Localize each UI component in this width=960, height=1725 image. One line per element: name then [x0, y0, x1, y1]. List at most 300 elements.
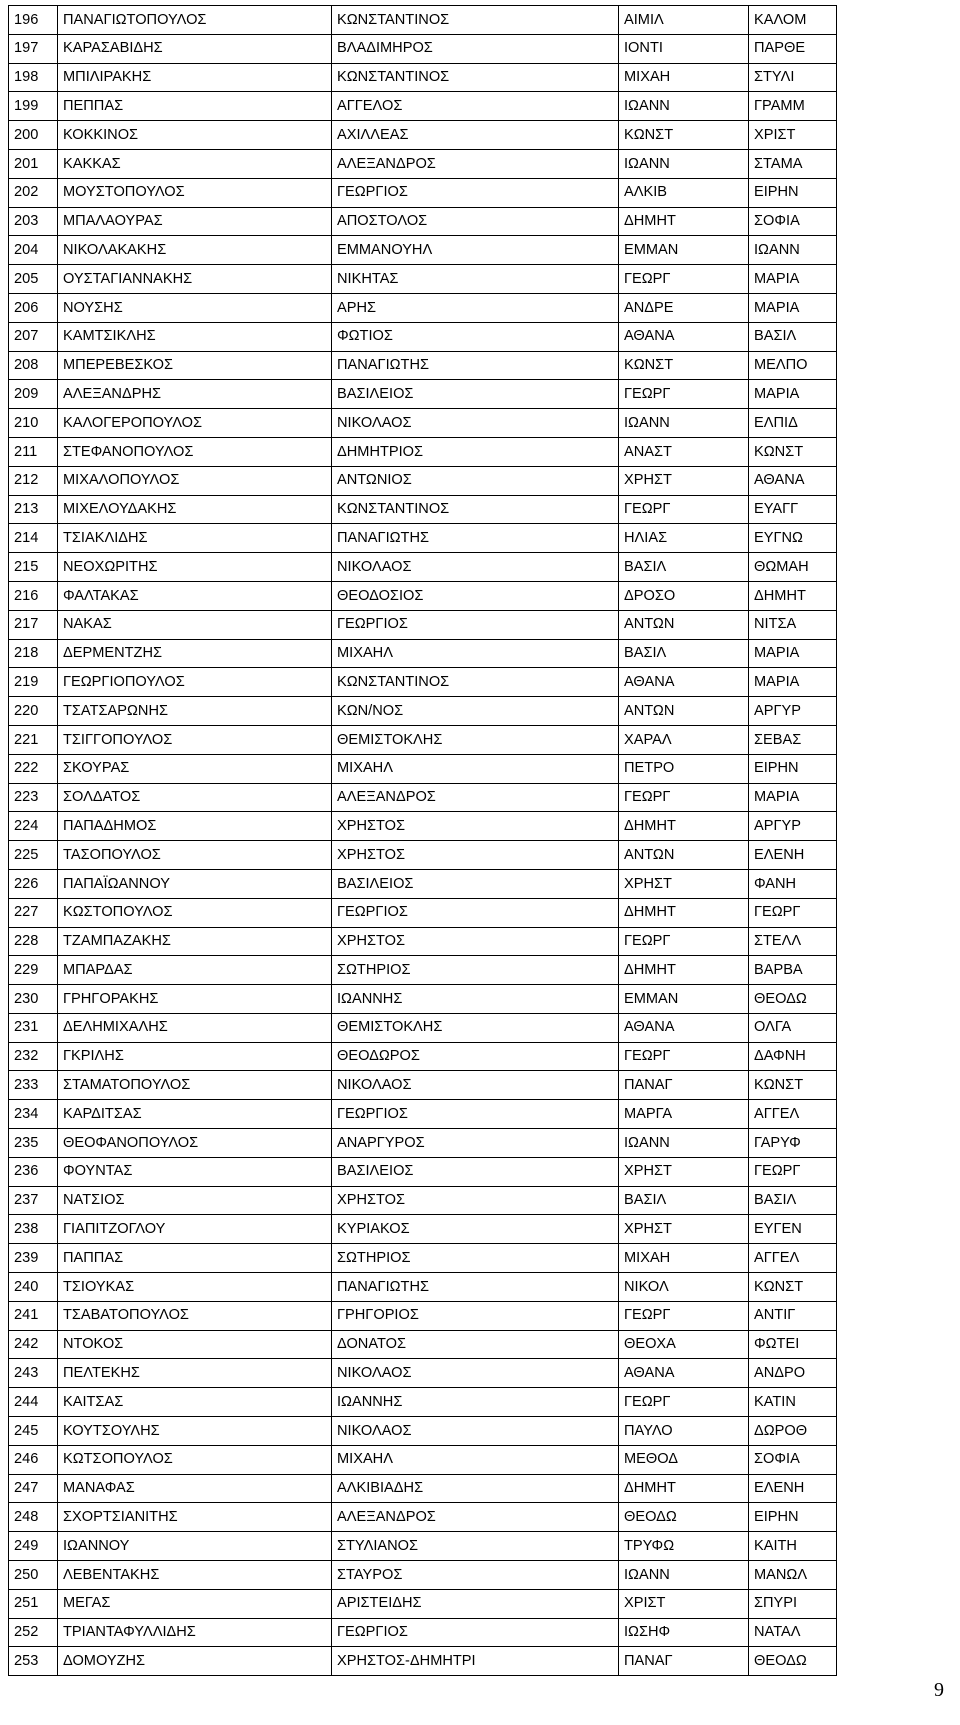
table-row [9, 524, 837, 553]
surname-cell: ΚΑΚΚΑΣ [58, 149, 332, 178]
surname-cell: ΣΚΟΥΡΑΣ [58, 754, 332, 783]
first-name-cell: ΑΡΙΣΤΕΙΔΗΣ [332, 1589, 619, 1618]
table-row [9, 1647, 837, 1676]
father-name-cell: ΒΑΣΙΛ [619, 1186, 749, 1215]
row-number-cell: 244 [9, 1388, 58, 1417]
table-row [9, 812, 837, 841]
surname-cell: ΓΕΩΡΓΙΟΠΟΥΛΟΣ [58, 668, 332, 697]
surname-cell: ΙΩΑΝΝΟΥ [58, 1532, 332, 1561]
mother-name-cell: ΝΑΤΑΛ [749, 1618, 837, 1647]
father-name-cell: ΑΝΑΣΤ [619, 437, 749, 466]
first-name-cell: ΘΕΟΔΩΡΟΣ [332, 1042, 619, 1071]
table-row [9, 754, 837, 783]
first-name-cell: ΝΙΚΟΛΑΟΣ [332, 1359, 619, 1388]
table-row [9, 898, 837, 927]
table-row [9, 581, 837, 610]
table-row [9, 466, 837, 495]
table-row [9, 1071, 837, 1100]
first-name-cell: ΒΑΣΙΛΕΙΟΣ [332, 1157, 619, 1186]
mother-name-cell: ΓΡΑΜΜ [749, 92, 837, 121]
table-row [9, 553, 837, 582]
row-number-cell: 201 [9, 149, 58, 178]
surname-cell: ΛΕΒΕΝΤΑΚΗΣ [58, 1561, 332, 1590]
row-number-cell: 234 [9, 1100, 58, 1129]
first-name-cell: ΚΩΝΣΤΑΝΤΙΝΟΣ [332, 63, 619, 92]
row-number-cell: 239 [9, 1244, 58, 1273]
table-row [9, 322, 837, 351]
mother-name-cell: ΜΑΡΙΑ [749, 668, 837, 697]
row-number-cell: 224 [9, 812, 58, 841]
surname-cell: ΔΟΜΟΥΖΗΣ [58, 1647, 332, 1676]
surname-cell: ΠΕΠΠΑΣ [58, 92, 332, 121]
first-name-cell: ΓΕΩΡΓΙΟΣ [332, 898, 619, 927]
mother-name-cell: ΕΙΡΗΝ [749, 178, 837, 207]
father-name-cell: ΕΜΜΑΝ [619, 985, 749, 1014]
page-number: 9 [934, 1679, 944, 1701]
table-row [9, 1244, 837, 1273]
first-name-cell: ΣΩΤΗΡΙΟΣ [332, 1244, 619, 1273]
father-name-cell: ΔΡΟΣΟ [619, 581, 749, 610]
surname-cell: ΝΕΟΧΩΡΙΤΗΣ [58, 553, 332, 582]
surname-cell: ΚΟΚΚΙΝΟΣ [58, 121, 332, 150]
table-row [9, 927, 837, 956]
table-row [9, 409, 837, 438]
row-number-cell: 236 [9, 1157, 58, 1186]
father-name-cell: ΓΕΩΡΓ [619, 1042, 749, 1071]
table-row [9, 1157, 837, 1186]
father-name-cell: ΓΕΩΡΓ [619, 927, 749, 956]
table-row [9, 841, 837, 870]
surname-cell: ΜΠΑΛΑΟΥΡΑΣ [58, 207, 332, 236]
surname-cell: ΦΟΥΝΤΑΣ [58, 1157, 332, 1186]
row-number-cell: 213 [9, 495, 58, 524]
father-name-cell: ΠΕΤΡΟ [619, 754, 749, 783]
row-number-cell: 209 [9, 380, 58, 409]
table-row [9, 178, 837, 207]
mother-name-cell: ΕΛΕΝΗ [749, 1474, 837, 1503]
mother-name-cell: ΣΠΥΡΙ [749, 1589, 837, 1618]
table-row [9, 149, 837, 178]
table-row [9, 1561, 837, 1590]
first-name-cell: ΜΙΧΑΗΛ [332, 754, 619, 783]
father-name-cell: ΚΩΝΣΤ [619, 351, 749, 380]
row-number-cell: 211 [9, 437, 58, 466]
mother-name-cell: ΠΑΡΘΕ [749, 34, 837, 63]
father-name-cell: ΝΙΚΟΛ [619, 1273, 749, 1302]
table-row [9, 1301, 837, 1330]
first-name-cell: ΓΡΗΓΟΡΙΟΣ [332, 1301, 619, 1330]
father-name-cell: ΚΩΝΣΤ [619, 121, 749, 150]
mother-name-cell: ΒΑΣΙΛ [749, 322, 837, 351]
mother-name-cell: ΕΛΕΝΗ [749, 841, 837, 870]
father-name-cell: ΧΡΗΣΤ [619, 1157, 749, 1186]
mother-name-cell: ΘΕΟΔΩ [749, 1647, 837, 1676]
mother-name-cell: ΚΑΤΙΝ [749, 1388, 837, 1417]
table-row [9, 697, 837, 726]
mother-name-cell: ΧΡΙΣΤ [749, 121, 837, 150]
mother-name-cell: ΣΟΦΙΑ [749, 207, 837, 236]
father-name-cell: ΓΕΩΡΓ [619, 1301, 749, 1330]
row-number-cell: 246 [9, 1445, 58, 1474]
mother-name-cell: ΣΤΥΛΙ [749, 63, 837, 92]
surname-cell: ΦΑΛΤΑΚΑΣ [58, 581, 332, 610]
father-name-cell: ΙΩΑΝΝ [619, 1561, 749, 1590]
table-row [9, 985, 837, 1014]
father-name-cell: ΘΕΟΧΑ [619, 1330, 749, 1359]
table-row [9, 1273, 837, 1302]
first-name-cell: ΣΤΥΛΙΑΝΟΣ [332, 1532, 619, 1561]
row-number-cell: 241 [9, 1301, 58, 1330]
mother-name-cell: ΚΩΝΣΤ [749, 437, 837, 466]
first-name-cell: ΚΩΝΣΤΑΝΤΙΝΟΣ [332, 6, 619, 35]
father-name-cell: ΘΕΟΔΩ [619, 1503, 749, 1532]
row-number-cell: 227 [9, 898, 58, 927]
father-name-cell: ΕΜΜΑΝ [619, 236, 749, 265]
row-number-cell: 214 [9, 524, 58, 553]
row-number-cell: 222 [9, 754, 58, 783]
table-row [9, 725, 837, 754]
surname-cell: ΜΠΕΡΕΒΕΣΚΟΣ [58, 351, 332, 380]
first-name-cell: ΙΩΑΝΝΗΣ [332, 1388, 619, 1417]
table-row [9, 1129, 837, 1158]
first-name-cell: ΝΙΚΗΤΑΣ [332, 265, 619, 294]
father-name-cell: ΒΑΣΙΛ [619, 553, 749, 582]
row-number-cell: 230 [9, 985, 58, 1014]
father-name-cell: ΧΡΙΣΤ [619, 1589, 749, 1618]
mother-name-cell: ΑΘΑΝΑ [749, 466, 837, 495]
row-number-cell: 228 [9, 927, 58, 956]
table-row [9, 1388, 837, 1417]
first-name-cell: ΜΙΧΑΗΛ [332, 1445, 619, 1474]
row-number-cell: 207 [9, 322, 58, 351]
row-number-cell: 235 [9, 1129, 58, 1158]
first-name-cell: ΓΕΩΡΓΙΟΣ [332, 178, 619, 207]
table-row [9, 207, 837, 236]
row-number-cell: 249 [9, 1532, 58, 1561]
row-number-cell: 218 [9, 639, 58, 668]
father-name-cell: ΤΡΥΦΩ [619, 1532, 749, 1561]
first-name-cell: ΣΤΑΥΡΟΣ [332, 1561, 619, 1590]
table-row [9, 293, 837, 322]
table-row [9, 1215, 837, 1244]
table-row [9, 380, 837, 409]
row-number-cell: 202 [9, 178, 58, 207]
mother-name-cell: ΓΕΩΡΓ [749, 898, 837, 927]
first-name-cell: ΓΕΩΡΓΙΟΣ [332, 1618, 619, 1647]
table-row [9, 34, 837, 63]
surname-cell: ΓΙΑΠΙΤΖΟΓΛΟΥ [58, 1215, 332, 1244]
surname-cell: ΚΟΥΤΣΟΥΛΗΣ [58, 1417, 332, 1446]
surname-cell: ΤΡΙΑΝΤΑΦΥΛΛΙΔΗΣ [58, 1618, 332, 1647]
mother-name-cell: ΕΥΑΓΓ [749, 495, 837, 524]
surname-cell: ΓΡΗΓΟΡΑΚΗΣ [58, 985, 332, 1014]
father-name-cell: ΑΙΜΙΛ [619, 6, 749, 35]
surname-cell: ΜΕΓΑΣ [58, 1589, 332, 1618]
row-number-cell: 248 [9, 1503, 58, 1532]
row-number-cell: 238 [9, 1215, 58, 1244]
first-name-cell: ΔΟΝΑΤΟΣ [332, 1330, 619, 1359]
row-number-cell: 251 [9, 1589, 58, 1618]
row-number-cell: 212 [9, 466, 58, 495]
mother-name-cell: ΒΑΣΙΛ [749, 1186, 837, 1215]
table-row [9, 495, 837, 524]
mother-name-cell: ΕΙΡΗΝ [749, 1503, 837, 1532]
father-name-cell: ΠΑΝΑΓ [619, 1071, 749, 1100]
first-name-cell: ΠΑΝΑΓΙΩΤΗΣ [332, 1273, 619, 1302]
surname-cell: ΣΟΛΔΑΤΟΣ [58, 783, 332, 812]
row-number-cell: 226 [9, 869, 58, 898]
surname-cell: ΤΑΣΟΠΟΥΛΟΣ [58, 841, 332, 870]
mother-name-cell: ΜΑΡΙΑ [749, 265, 837, 294]
table-row [9, 956, 837, 985]
surname-cell: ΚΑΜΤΣΙΚΛΗΣ [58, 322, 332, 351]
surname-cell: ΠΕΛΤΕΚΗΣ [58, 1359, 332, 1388]
mother-name-cell: ΑΓΓΕΛ [749, 1244, 837, 1273]
mother-name-cell: ΚΩΝΣΤ [749, 1273, 837, 1302]
first-name-cell: ΑΝΤΩΝΙΟΣ [332, 466, 619, 495]
first-name-cell: ΘΕΜΙΣΤΟΚΛΗΣ [332, 725, 619, 754]
row-number-cell: 252 [9, 1618, 58, 1647]
first-name-cell: ΑΝΑΡΓΥΡΟΣ [332, 1129, 619, 1158]
father-name-cell: ΓΕΩΡΓ [619, 265, 749, 294]
surname-cell: ΤΣΙΑΚΛΙΔΗΣ [58, 524, 332, 553]
first-name-cell: ΑΡΗΣ [332, 293, 619, 322]
first-name-cell: ΒΑΣΙΛΕΙΟΣ [332, 380, 619, 409]
surname-cell: ΠΑΠΑΔΗΜΟΣ [58, 812, 332, 841]
table-row [9, 1618, 837, 1647]
row-number-cell: 225 [9, 841, 58, 870]
mother-name-cell: ΜΕΛΠΟ [749, 351, 837, 380]
row-number-cell: 245 [9, 1417, 58, 1446]
father-name-cell: ΙΩΑΝΝ [619, 409, 749, 438]
surname-cell: ΓΚΡΙΛΗΣ [58, 1042, 332, 1071]
table-row [9, 1445, 837, 1474]
row-number-cell: 237 [9, 1186, 58, 1215]
surname-cell: ΠΑΠΠΑΣ [58, 1244, 332, 1273]
mother-name-cell: ΣΤΑΜΑ [749, 149, 837, 178]
first-name-cell: ΧΡΗΣΤΟΣ [332, 841, 619, 870]
table-row [9, 265, 837, 294]
mother-name-cell: ΝΙΤΣΑ [749, 610, 837, 639]
surname-cell: ΚΩΣΤΟΠΟΥΛΟΣ [58, 898, 332, 927]
table-row [9, 351, 837, 380]
father-name-cell: ΧΡΗΣΤ [619, 869, 749, 898]
first-name-cell: ΚΩΝΣΤΑΝΤΙΝΟΣ [332, 495, 619, 524]
row-number-cell: 204 [9, 236, 58, 265]
row-number-cell: 206 [9, 293, 58, 322]
father-name-cell: ΔΗΜΗΤ [619, 898, 749, 927]
first-name-cell: ΝΙΚΟΛΑΟΣ [332, 1417, 619, 1446]
father-name-cell: ΜΙΧΑΗ [619, 1244, 749, 1273]
table-row [9, 437, 837, 466]
mother-name-cell: ΑΝΔΡΟ [749, 1359, 837, 1388]
father-name-cell: ΙΩΑΝΝ [619, 149, 749, 178]
surname-cell: ΜΟΥΣΤΟΠΟΥΛΟΣ [58, 178, 332, 207]
father-name-cell: ΧΡΗΣΤ [619, 1215, 749, 1244]
names-table [8, 5, 837, 1676]
father-name-cell: ΜΑΡΓΑ [619, 1100, 749, 1129]
first-name-cell: ΑΛΕΞΑΝΔΡΟΣ [332, 1503, 619, 1532]
first-name-cell: ΣΩΤΗΡΙΟΣ [332, 956, 619, 985]
father-name-cell: ΑΘΑΝΑ [619, 322, 749, 351]
first-name-cell: ΙΩΑΝΝΗΣ [332, 985, 619, 1014]
first-name-cell: ΑΠΟΣΤΟΛΟΣ [332, 207, 619, 236]
father-name-cell: ΠΑΝΑΓ [619, 1647, 749, 1676]
first-name-cell: ΓΕΩΡΓΙΟΣ [332, 1100, 619, 1129]
first-name-cell: ΧΡΗΣΤΟΣ [332, 927, 619, 956]
row-number-cell: 243 [9, 1359, 58, 1388]
father-name-cell: ΙΩΑΝΝ [619, 1129, 749, 1158]
row-number-cell: 220 [9, 697, 58, 726]
father-name-cell: ΑΘΑΝΑ [619, 1359, 749, 1388]
surname-cell: ΜΠΑΡΔΑΣ [58, 956, 332, 985]
table-row [9, 1013, 837, 1042]
mother-name-cell: ΔΑΦΝΗ [749, 1042, 837, 1071]
first-name-cell: ΔΗΜΗΤΡΙΟΣ [332, 437, 619, 466]
father-name-cell: ΙΟΝΤΙ [619, 34, 749, 63]
father-name-cell: ΔΗΜΗΤ [619, 956, 749, 985]
first-name-cell: ΑΛΕΞΑΝΔΡΟΣ [332, 149, 619, 178]
surname-cell: ΜΠΙΛΙΡΑΚΗΣ [58, 63, 332, 92]
table-row [9, 1042, 837, 1071]
row-number-cell: 231 [9, 1013, 58, 1042]
mother-name-cell: ΟΛΓΑ [749, 1013, 837, 1042]
surname-cell: ΔΕΡΜΕΝΤΖΗΣ [58, 639, 332, 668]
mother-name-cell: ΒΑΡΒΑ [749, 956, 837, 985]
mother-name-cell: ΘΕΟΔΩ [749, 985, 837, 1014]
table-row [9, 869, 837, 898]
father-name-cell: ΧΡΗΣΤ [619, 466, 749, 495]
father-name-cell: ΠΑΥΛΟ [619, 1417, 749, 1446]
father-name-cell: ΑΘΑΝΑ [619, 1013, 749, 1042]
first-name-cell: ΑΛΕΞΑΝΔΡΟΣ [332, 783, 619, 812]
surname-cell: ΚΑΡΔΙΤΣΑΣ [58, 1100, 332, 1129]
table-row [9, 1359, 837, 1388]
father-name-cell: ΑΝΤΩΝ [619, 697, 749, 726]
father-name-cell: ΙΩΣΗΦ [619, 1618, 749, 1647]
table-row [9, 1532, 837, 1561]
row-number-cell: 240 [9, 1273, 58, 1302]
table-row [9, 1330, 837, 1359]
row-number-cell: 223 [9, 783, 58, 812]
row-number-cell: 232 [9, 1042, 58, 1071]
father-name-cell: ΜΕΘΟΔ [619, 1445, 749, 1474]
mother-name-cell: ΜΑΝΩΛ [749, 1561, 837, 1590]
names-table-body [9, 6, 837, 1676]
table-row [9, 610, 837, 639]
row-number-cell: 208 [9, 351, 58, 380]
first-name-cell: ΝΙΚΟΛΑΟΣ [332, 553, 619, 582]
first-name-cell: ΑΓΓΕΛΟΣ [332, 92, 619, 121]
father-name-cell: ΑΝΤΩΝ [619, 610, 749, 639]
row-number-cell: 199 [9, 92, 58, 121]
first-name-cell: ΧΡΗΣΤΟΣ [332, 1186, 619, 1215]
table-row [9, 1474, 837, 1503]
table-row [9, 1417, 837, 1446]
row-number-cell: 250 [9, 1561, 58, 1590]
first-name-cell: ΦΩΤΙΟΣ [332, 322, 619, 351]
surname-cell: ΠΑΠΑΪΩΑΝΝΟΥ [58, 869, 332, 898]
father-name-cell: ΓΕΩΡΓ [619, 783, 749, 812]
first-name-cell: ΚΩΝ/ΝΟΣ [332, 697, 619, 726]
first-name-cell: ΝΙΚΟΛΑΟΣ [332, 409, 619, 438]
mother-name-cell: ΓΕΩΡΓ [749, 1157, 837, 1186]
first-name-cell: ΠΑΝΑΓΙΩΤΗΣ [332, 524, 619, 553]
row-number-cell: 196 [9, 6, 58, 35]
table-row [9, 121, 837, 150]
surname-cell: ΔΕΛΗΜΙΧΑΛΗΣ [58, 1013, 332, 1042]
father-name-cell: ΑΘΑΝΑ [619, 668, 749, 697]
surname-cell: ΝΤΟΚΟΣ [58, 1330, 332, 1359]
row-number-cell: 247 [9, 1474, 58, 1503]
father-name-cell: ΧΑΡΑΛ [619, 725, 749, 754]
row-number-cell: 216 [9, 581, 58, 610]
surname-cell: ΚΑΛΟΓΕΡΟΠΟΥΛΟΣ [58, 409, 332, 438]
mother-name-cell: ΦΩΤΕΙ [749, 1330, 837, 1359]
father-name-cell: ΔΗΜΗΤ [619, 812, 749, 841]
mother-name-cell: ΑΡΓΥΡ [749, 812, 837, 841]
surname-cell: ΟΥΣΤΑΓΙΑΝΝΑΚΗΣ [58, 265, 332, 294]
surname-cell: ΝΙΚΟΛΑΚΑΚΗΣ [58, 236, 332, 265]
row-number-cell: 221 [9, 725, 58, 754]
mother-name-cell: ΣΤΕΛΛ [749, 927, 837, 956]
row-number-cell: 233 [9, 1071, 58, 1100]
surname-cell: ΣΤΕΦΑΝΟΠΟΥΛΟΣ [58, 437, 332, 466]
first-name-cell: ΒΛΑΔΙΜΗΡΟΣ [332, 34, 619, 63]
first-name-cell: ΑΧΙΛΛΕΑΣ [332, 121, 619, 150]
table-row [9, 1503, 837, 1532]
father-name-cell: ΑΛΚΙΒ [619, 178, 749, 207]
surname-cell: ΘΕΟΦΑΝΟΠΟΥΛΟΣ [58, 1129, 332, 1158]
first-name-cell: ΚΥΡΙΑΚΟΣ [332, 1215, 619, 1244]
table-row [9, 783, 837, 812]
first-name-cell: ΘΕΟΔΟΣΙΟΣ [332, 581, 619, 610]
mother-name-cell: ΦΑΝΗ [749, 869, 837, 898]
father-name-cell: ΒΑΣΙΛ [619, 639, 749, 668]
mother-name-cell: ΓΑΡΥΦ [749, 1129, 837, 1158]
mother-name-cell: ΙΩΑΝΝ [749, 236, 837, 265]
table-row [9, 1100, 837, 1129]
father-name-cell: ΔΗΜΗΤ [619, 207, 749, 236]
first-name-cell: ΧΡΗΣΤΟΣ-ΔΗΜΗΤΡΙ [332, 1647, 619, 1676]
table-row [9, 236, 837, 265]
surname-cell: ΜΙΧΑΛΟΠΟΥΛΟΣ [58, 466, 332, 495]
mother-name-cell: ΜΑΡΙΑ [749, 783, 837, 812]
surname-cell: ΠΑΝΑΓΙΩΤΟΠΟΥΛΟΣ [58, 6, 332, 35]
row-number-cell: 203 [9, 207, 58, 236]
row-number-cell: 197 [9, 34, 58, 63]
first-name-cell: ΑΛΚΙΒΙΑΔΗΣ [332, 1474, 619, 1503]
row-number-cell: 253 [9, 1647, 58, 1676]
father-name-cell: ΓΕΩΡΓ [619, 495, 749, 524]
first-name-cell: ΓΕΩΡΓΙΟΣ [332, 610, 619, 639]
surname-cell: ΑΛΕΞΑΝΔΡΗΣ [58, 380, 332, 409]
father-name-cell: ΜΙΧΑΗ [619, 63, 749, 92]
surname-cell: ΚΩΤΣΟΠΟΥΛΟΣ [58, 1445, 332, 1474]
surname-cell: ΣΧΟΡΤΣΙΑΝΙΤΗΣ [58, 1503, 332, 1532]
surname-cell: ΤΣΑΒΑΤΟΠΟΥΛΟΣ [58, 1301, 332, 1330]
table-row [9, 63, 837, 92]
first-name-cell: ΝΙΚΟΛΑΟΣ [332, 1071, 619, 1100]
surname-cell: ΝΑΚΑΣ [58, 610, 332, 639]
surname-cell: ΚΑΡΑΣΑΒΙΔΗΣ [58, 34, 332, 63]
mother-name-cell: ΔΗΜΗΤ [749, 581, 837, 610]
surname-cell: ΝΑΤΣΙΟΣ [58, 1186, 332, 1215]
table-row [9, 1589, 837, 1618]
row-number-cell: 217 [9, 610, 58, 639]
mother-name-cell: ΕΛΠΙΔ [749, 409, 837, 438]
mother-name-cell: ΣΕΒΑΣ [749, 725, 837, 754]
